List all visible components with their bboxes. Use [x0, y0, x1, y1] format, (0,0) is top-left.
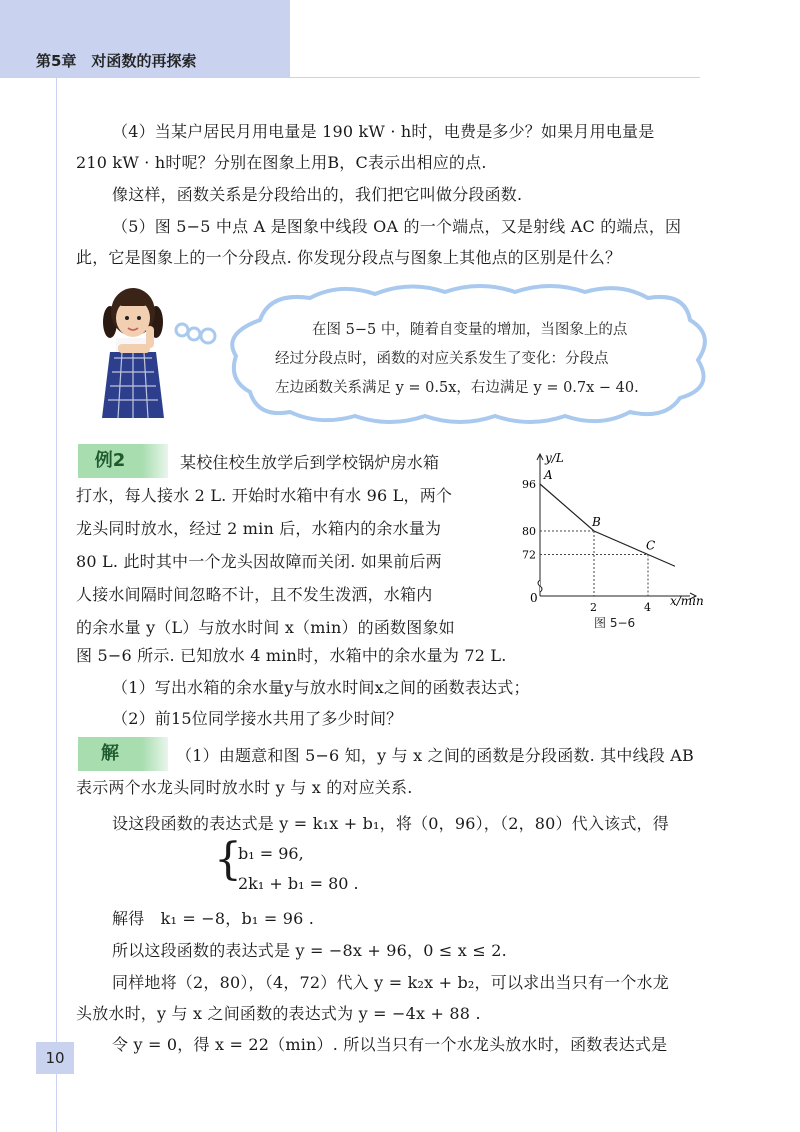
example-tag-fade [142, 444, 168, 478]
paragraph-line: （4）当某户居民月用电量是 190 kW · h时，电费是多少？如果月用电量是 [112, 122, 655, 141]
y-tick-label: 96 [522, 478, 536, 491]
header-divider [290, 77, 700, 78]
x-tick-label: 2 [590, 601, 597, 614]
solution-line: 设这段函数的表达式是 y = k₁x + b₁，将（0，96），（2，80）代入该式，得 [112, 814, 669, 833]
solution-line: 同样地将（2，80），（4，72）代入 y = k₂x + b₂，可以求出当只有一个水龙 [112, 973, 669, 992]
paragraph-line: （5）图 5−5 中点 A 是图象中线段 OA 的一个端点，又是射线 AC 的端点，因 [112, 217, 682, 236]
x-tick-label: 4 [644, 601, 651, 614]
girl-thinking-illustration [92, 282, 174, 418]
solution-line: 表示两个水龙头同时放水时 y 与 x 的对应关系. [76, 778, 413, 797]
example-line: 人接水间隔时间忽略不计，且不发生泼洒，水箱内 [76, 585, 433, 604]
example-tag: 例2 [78, 444, 142, 478]
origin-label: 0 [530, 591, 538, 605]
paragraph-line: 像这样，函数关系是分段给出的，我们把它叫做分段函数. [112, 185, 523, 204]
example-line: 龙头同时放水，经过 2 min 后，水箱内的余水量为 [76, 519, 442, 538]
question-line: （1）写出水箱的余水量y与放水时间x之间的函数表达式； [112, 678, 530, 697]
bubble-line: 在图 5−5 中，随着自变量的增加，当图象上的点 [312, 322, 628, 338]
solution-line: 头放水时，y 与 x 之间函数的表达式为 y = −4x + 88 . [76, 1004, 481, 1023]
data-line [540, 484, 675, 566]
paragraph-line: 210 kW · h时呢？分别在图象上用B，C表示出相应的点. [76, 153, 487, 172]
example-line: 某校住校生放学后到学校锅炉房水箱 [180, 453, 440, 472]
example-line: 80 L. 此时其中一个龙头因故障而关闭. 如果前后两 [76, 552, 442, 571]
point-label: C [646, 538, 656, 553]
x-axis-label: x/min [670, 594, 704, 608]
example-line: 打水，每人接水 2 L. 开始时水箱中有水 96 L，两个 [76, 486, 453, 505]
bubble-line: 经过分段点时，函数的对应关系发生了变化：分段点 [275, 351, 609, 367]
chapter-title: 第5章 对函数的再探索 [36, 52, 197, 70]
system-brace: { [214, 834, 242, 885]
axis-break-mark [538, 580, 542, 592]
y-tick-label: 80 [522, 525, 536, 538]
solution-line: （1）由题意和图 5−6 知，y 与 x 之间的函数是分段函数. 其中线段 AB [176, 746, 695, 765]
question-line: （2）前15位同学接水共用了多少时间？ [112, 709, 403, 728]
solution-line: 所以这段函数的表达式是 y = −8x + 96，0 ≤ x ≤ 2. [112, 941, 507, 960]
equation-line: b₁ = 96, [238, 844, 304, 863]
paragraph-line: 此，它是图象上的一个分段点. 你发现分段点与图象上其他点的区别是什么？ [76, 248, 622, 267]
figure-5-6-chart [500, 440, 730, 625]
y-axis-label: y/L [545, 451, 564, 465]
page-number: 10 [36, 1042, 74, 1074]
example-line: 的余水量 y（L）与放水时间 x（min）的函数图象如 [76, 618, 455, 637]
solution-tag-fade [142, 737, 168, 771]
bubble-line: 左边函数关系满足 y = 0.5x，右边满足 y = 0.7x − 40. [275, 380, 639, 396]
point-label: B [592, 515, 601, 529]
point-label: A [544, 468, 553, 482]
solution-line: 令 y = 0，得 x = 22（min）. 所以当只有一个水龙头放水时，函数表达式是 [112, 1035, 668, 1054]
solution-tag: 解 [78, 737, 142, 771]
y-tick-label: 72 [522, 548, 536, 562]
figure-caption: 图 5−6 [594, 616, 636, 630]
left-margin-rule [56, 78, 57, 1132]
solution-line: 解得 k₁ = −8，b₁ = 96 . [112, 909, 315, 928]
equation-line: 2k₁ + b₁ = 80 . [238, 874, 359, 893]
example-line: 图 5−6 所示. 已知放水 4 min时，水箱中的余水量为 72 L. [76, 646, 507, 665]
